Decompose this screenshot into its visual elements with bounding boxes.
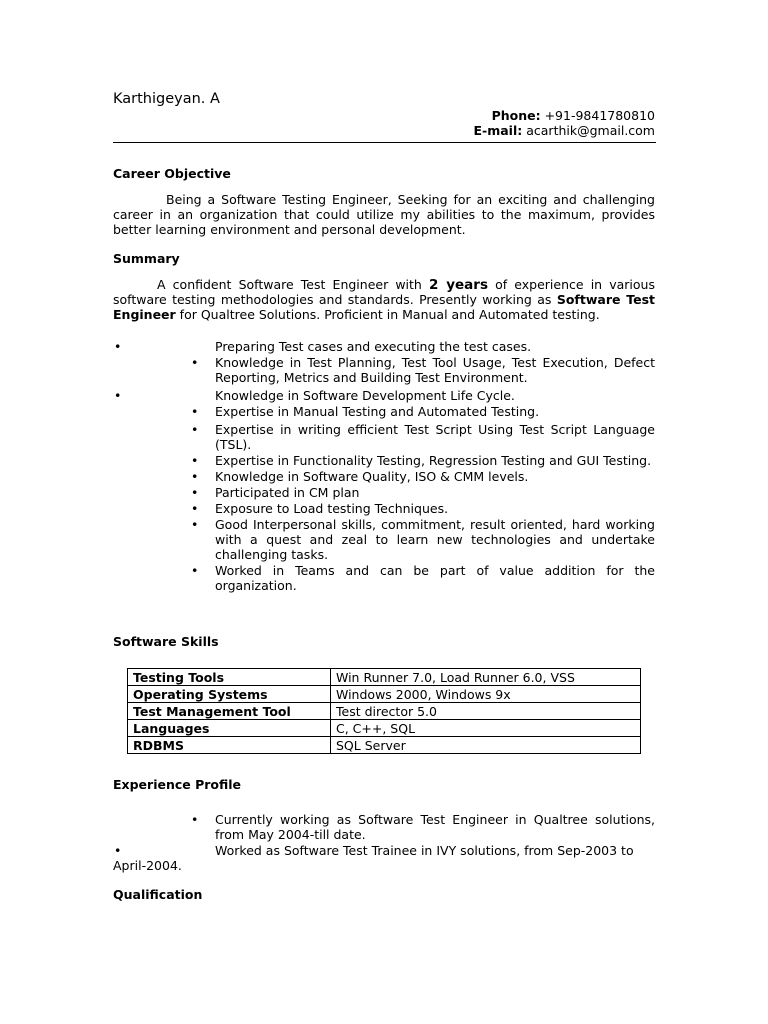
summary-years: 2 years: [428, 277, 488, 293]
list-item: [113, 388, 655, 403]
bullet-icon: •: [191, 501, 199, 516]
career-objective-heading: Career Objective: [113, 166, 231, 181]
list-item: [113, 404, 655, 419]
list-item: [113, 453, 655, 468]
contact-block: [473, 108, 655, 138]
summary-text-part: of experience in various software testing methodologies and standards. Presently working as: [113, 277, 655, 307]
skill-value: Test director 5.0: [331, 703, 641, 720]
bullet-icon: •: [191, 453, 199, 468]
bullet-icon: •: [191, 469, 199, 484]
skill-category: RDBMS: [128, 737, 331, 754]
summary-bullet-list: [113, 339, 655, 593]
phone-label: Phone:: [491, 108, 541, 123]
bullet-icon: •: [191, 563, 199, 578]
qualification-heading: Qualification: [113, 887, 203, 902]
bullet-icon: •: [191, 404, 199, 419]
email-line: [473, 123, 655, 138]
list-item: [113, 485, 655, 500]
summary-heading: Summary: [113, 251, 180, 266]
bullet-icon: •: [191, 422, 199, 437]
email-label: E-mail:: [473, 123, 523, 138]
list-item-text: Worked as Software Test Trainee in IVY solutions, from Sep-2003 to: [215, 843, 634, 858]
header-divider: [113, 142, 656, 143]
list-item-text: Knowledge in Test Planning, Test Tool Usage, Test Execution, Defect Reporting, Metrics and Building Test Environment.: [215, 355, 655, 385]
table-row: [128, 737, 641, 754]
list-item-text: Participated in CM plan: [215, 485, 360, 500]
table-row: [128, 703, 641, 720]
skill-category: Testing Tools: [128, 669, 331, 686]
summary-text: [113, 278, 655, 322]
bullet-icon: •: [191, 812, 199, 827]
skill-category: Languages: [128, 720, 331, 737]
bullet-icon: •: [191, 485, 199, 500]
list-item: [113, 563, 655, 593]
experience-list: [113, 812, 655, 858]
experience-item-continuation: April-2004.: [113, 858, 182, 873]
list-item-text: Exposure to Load testing Techniques.: [215, 501, 449, 516]
list-item-text: Expertise in Functionality Testing, Regression Testing and GUI Testing.: [215, 453, 652, 468]
list-item-text: Knowledge in Software Development Life Cycle.: [215, 388, 515, 403]
experience-profile-heading: Experience Profile: [113, 777, 242, 792]
phone-value: +91-9841780810: [544, 108, 655, 123]
list-item: [113, 843, 655, 858]
phone-line: [473, 108, 655, 123]
skill-category: Operating Systems: [128, 686, 331, 703]
bullet-icon: •: [114, 843, 122, 858]
skill-value: Win Runner 7.0, Load Runner 6.0, VSS: [331, 669, 641, 686]
table-row: [128, 686, 641, 703]
list-item: [113, 501, 655, 516]
list-item-text: Good Interpersonal skills, commitment, result oriented, hard working with a quest and zeal to learn new technologies and undertake challenging tasks.: [215, 517, 655, 562]
email-value: acarthik@gmail.com: [526, 123, 655, 138]
table-row: [128, 720, 641, 737]
list-item: [113, 812, 655, 842]
skill-value: SQL Server: [331, 737, 641, 754]
list-item-text: Expertise in writing efficient Test Script Using Test Script Language (TSL).: [215, 422, 655, 452]
software-skills-heading: Software Skills: [113, 634, 219, 649]
list-item-text: Knowledge in Software Quality, ISO & CMM levels.: [215, 469, 529, 484]
summary-text-part: for Qualtree Solutions. Proficient in Manual and Automated testing.: [175, 306, 600, 322]
list-item: [113, 355, 655, 385]
candidate-name: Karthigeyan. A: [113, 91, 220, 107]
list-item-text: Worked in Teams and can be part of value addition for the organization.: [215, 563, 655, 593]
bullet-icon: •: [191, 517, 199, 532]
career-objective-text: Being a Software Testing Engineer, Seeking for an exciting and challenging career in an organization that could utilize my abilities to the maximum, provides better learning environment and personal development.: [113, 192, 655, 237]
summary-role: Software Test Engineer: [113, 291, 655, 322]
list-item: [113, 339, 655, 354]
bullet-icon: •: [114, 339, 122, 354]
list-item: [113, 422, 655, 452]
summary-text-part: A confident Software Test Engineer with: [157, 277, 429, 292]
list-item: [113, 469, 655, 484]
list-item: [113, 517, 655, 562]
skills-table: [127, 668, 641, 754]
bullet-icon: •: [191, 355, 199, 370]
skill-category: Test Management Tool: [128, 703, 331, 720]
skill-value: Windows 2000, Windows 9x: [331, 686, 641, 703]
table-row: [128, 669, 641, 686]
list-item-text: Expertise in Manual Testing and Automated Testing.: [215, 404, 540, 419]
list-item-text: Preparing Test cases and executing the test cases.: [215, 339, 532, 354]
list-item-text: Currently working as Software Test Engineer in Qualtree solutions, from May 2004-till date.: [215, 812, 655, 842]
bullet-icon: •: [114, 388, 122, 403]
skill-value: C, C++, SQL: [331, 720, 641, 737]
